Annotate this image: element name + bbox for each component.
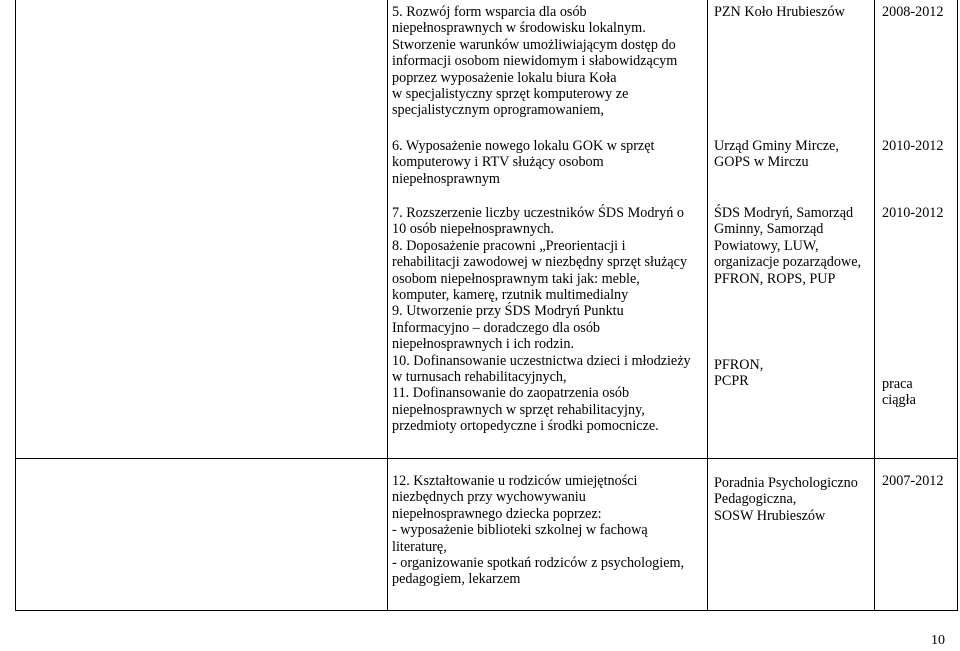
row7-11-activity xyxy=(392,205,691,435)
text-line: niepełnosprawnych w sprzęt rehabilitacyjny, xyxy=(392,401,645,418)
row6-period xyxy=(882,138,943,154)
text-line: 2010-2012 xyxy=(882,138,944,154)
text-line: niepełnosprawnych w środowisku lokalnym. xyxy=(392,20,646,37)
text-line: pedagogiem, lekarzem xyxy=(392,571,521,588)
text-line: niepełnosprawnym xyxy=(392,170,500,187)
text-line: ŚDS Modryń, Samorząd xyxy=(714,205,854,221)
text-line: Stworzenie warunków umożliwiającym dostęp do xyxy=(392,36,676,53)
table2-divider-col2 xyxy=(707,459,708,611)
table-divider-col3 xyxy=(874,0,875,459)
row7-11-period xyxy=(882,205,943,221)
page-number: 10 xyxy=(931,633,945,648)
text-line: GOPS w Mirczu xyxy=(714,154,809,171)
text-line: SOSW Hrubieszów xyxy=(714,507,826,524)
text-line: Urząd Gminy Mircze, xyxy=(714,138,839,154)
text-line: 6. Wyposażenie nowego lokalu GOK w sprzęt xyxy=(392,138,655,154)
table2-bottom-border xyxy=(15,610,958,611)
text-line: w specjalistyczny sprzęt komputerowy ze xyxy=(392,86,629,103)
table-border-right xyxy=(957,0,958,459)
text-line: praca xyxy=(882,376,913,392)
text-line: 9. Utworzenie przy ŚDS Modryń Punktu xyxy=(392,303,624,320)
text-line: 10. Dofinansowanie uczestnictwa dzieci i młodzieży xyxy=(392,352,691,369)
text-line: 5. Rozwój form wsparcia dla osób xyxy=(392,4,587,20)
text-line: osobom niepełnosprawnym taki jak: meble, xyxy=(392,270,640,287)
text-line: 11. Dofinansowanie do zaopatrzenia osób xyxy=(392,385,630,402)
table-separator xyxy=(15,458,958,459)
row6-activity xyxy=(392,138,654,187)
row7-11-implementer xyxy=(714,205,861,287)
text-line: rehabilitacji zawodowej w niezbędny sprzęt służący xyxy=(392,254,688,271)
text-line: poprzez wyposażenie lokalu biura Koła xyxy=(392,69,617,86)
text-line: 2007-2012 xyxy=(882,473,944,489)
text-line: przedmioty ortopedyczne i środki pomocnicze. xyxy=(392,418,659,435)
text-line: PFRON, xyxy=(714,357,764,373)
text-line: Powiatowy, LUW, xyxy=(714,237,819,254)
table2-divider-col3 xyxy=(874,459,875,611)
table2-border-right xyxy=(957,459,958,611)
row6-implementer xyxy=(714,138,839,171)
row12-implementer xyxy=(714,475,858,524)
table2-border-left xyxy=(15,459,16,611)
row12-period xyxy=(882,473,943,489)
row5-period xyxy=(882,4,943,20)
text-line: 8. Doposażenie pracowni „Preorientacji i xyxy=(392,237,626,254)
text-line: 7. Rozszerzenie liczby uczestników ŚDS Modryń o xyxy=(392,205,684,221)
text-line: komputerowy i RTV służący osobom xyxy=(392,154,604,171)
text-line: informacji osobom niewidomym i słabowidzącym xyxy=(392,53,678,70)
text-line: niepełnosprawnego dziecka poprzez: xyxy=(392,505,602,522)
row5-activity xyxy=(392,4,677,119)
text-line: niezbędnych przy wychowywaniu xyxy=(392,489,586,506)
text-line: niepełnosprawnych i ich rodzin. xyxy=(392,336,575,353)
table-border-left xyxy=(15,0,16,459)
table2-divider-col1 xyxy=(387,459,388,611)
text-line: PCPR xyxy=(714,373,749,390)
text-line: Informacyjno – doradczego dla osób xyxy=(392,319,601,336)
text-line: 10 osób niepełnosprawnych. xyxy=(392,221,554,238)
text-line: ciągła xyxy=(882,392,916,409)
text-line: w turnusach rehabilitacyjnych, xyxy=(392,369,567,386)
text-line: 2010-2012 xyxy=(882,205,944,221)
text-line: Poradnia Psychologiczno xyxy=(714,475,858,491)
text-line: Pedagogiczna, xyxy=(714,491,797,508)
text-line: PFRON, ROPS, PUP xyxy=(714,270,836,287)
text-line: 2008-2012 xyxy=(882,4,944,20)
row10-11-period xyxy=(882,376,916,409)
text-line: literaturę, xyxy=(392,538,447,555)
text-line: specjalistycznym oprogramowaniem, xyxy=(392,102,604,119)
text-line: - organizowanie spotkań rodziców z psychologiem, xyxy=(392,555,685,572)
table-divider-col1 xyxy=(387,0,388,459)
row12-activity xyxy=(392,473,684,588)
text-line: PZN Koło Hrubieszów xyxy=(714,4,845,20)
row10-11-implementer xyxy=(714,357,763,390)
text-line: komputer, kamerę, rzutnik multimedialny xyxy=(392,287,629,304)
table-divider-col2 xyxy=(707,0,708,459)
text-line: 12. Kształtowanie u rodziców umiejętności xyxy=(392,473,638,489)
text-line: Gminny, Samorząd xyxy=(714,221,824,238)
row5-implementer xyxy=(714,4,845,20)
text-line: - wyposażenie biblioteki szkolnej w fachową xyxy=(392,522,648,539)
text-line: organizacje pozarządowe, xyxy=(714,254,862,271)
